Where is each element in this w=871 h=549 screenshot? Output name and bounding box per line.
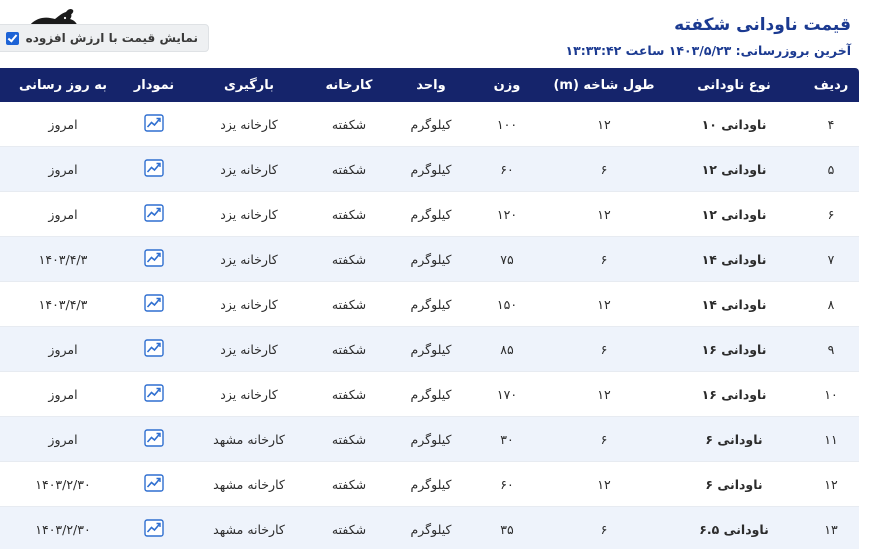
cell-loading: کارخانه مشهد: [191, 507, 307, 549]
cell-chart[interactable]: [117, 147, 191, 192]
table-row[interactable]: [0, 462, 859, 507]
th-loading[interactable]: بارگیری: [191, 68, 307, 102]
page-header: [0, 0, 871, 68]
cell-weight: ۱۵۰: [471, 282, 543, 327]
cell-loading: کارخانه یزد: [191, 282, 307, 327]
cell-updated: ۱۴۰۳/۲/۳۰: [9, 507, 117, 549]
cell-index: ۱۱: [803, 417, 859, 462]
chart-icon[interactable]: [144, 384, 164, 402]
th-updated[interactable]: به روز رسانی: [9, 68, 117, 102]
table-row[interactable]: [0, 282, 859, 327]
chart-icon[interactable]: [144, 429, 164, 447]
cell-updated: امروز: [9, 372, 117, 417]
cell-factory: شکفته: [307, 147, 391, 192]
cell-unit: کیلوگرم: [391, 192, 471, 237]
last-update-date: ۱۴۰۳/۵/۲۳: [668, 43, 732, 58]
cell-weight: ۱۰۰: [471, 102, 543, 147]
chart-icon[interactable]: [144, 339, 164, 357]
table-row[interactable]: [0, 102, 859, 147]
cell-change: [0, 192, 9, 237]
cell-loading: کارخانه مشهد: [191, 462, 307, 507]
cell-updated: ۱۴۰۳/۲/۳۰: [9, 462, 117, 507]
cell-name: ناودانی ۱۲: [665, 192, 803, 237]
chart-icon[interactable]: [144, 294, 164, 312]
table-row[interactable]: [0, 417, 859, 462]
th-change[interactable]: [0, 68, 9, 102]
cell-chart[interactable]: [117, 192, 191, 237]
cell-length: ۶: [543, 327, 665, 372]
cell-change: [0, 507, 9, 549]
cell-length: ۶: [543, 147, 665, 192]
chart-icon[interactable]: [144, 474, 164, 492]
cell-change: [0, 102, 9, 147]
cell-change: [0, 147, 9, 192]
cell-length: ۱۲: [543, 372, 665, 417]
cell-length: ۶: [543, 507, 665, 549]
cell-name: ناودانی ۱۴: [665, 282, 803, 327]
cell-chart[interactable]: [117, 507, 191, 549]
cell-updated: امروز: [9, 327, 117, 372]
cell-weight: ۳۵: [471, 507, 543, 549]
cell-unit: کیلوگرم: [391, 507, 471, 549]
cell-factory: شکفته: [307, 237, 391, 282]
cell-factory: شکفته: [307, 192, 391, 237]
table-body: [0, 102, 859, 549]
cell-index: ۷: [803, 237, 859, 282]
cell-updated: ۱۴۰۳/۴/۳: [9, 282, 117, 327]
cell-name: ناودانی ۱۶: [665, 327, 803, 372]
cell-change: [0, 327, 9, 372]
page-title: قیمت ناودانی شکفته: [674, 15, 851, 35]
th-name[interactable]: نوع ناودانی: [665, 68, 803, 102]
th-factory[interactable]: کارخانه: [307, 68, 391, 102]
cell-weight: ۱۷۰: [471, 372, 543, 417]
cell-factory: شکفته: [307, 462, 391, 507]
table-row[interactable]: [0, 372, 859, 417]
cell-weight: ۷۵: [471, 237, 543, 282]
cell-factory: شکفته: [307, 507, 391, 549]
cell-index: ۸: [803, 282, 859, 327]
cell-loading: کارخانه مشهد: [191, 417, 307, 462]
cell-factory: شکفته: [307, 327, 391, 372]
th-index[interactable]: ردیف: [803, 68, 859, 102]
cell-unit: کیلوگرم: [391, 147, 471, 192]
vat-toggle[interactable]: [0, 24, 209, 52]
cell-chart[interactable]: [117, 282, 191, 327]
table-head: [0, 68, 859, 102]
cell-updated: ۱۴۰۳/۴/۳: [9, 237, 117, 282]
chart-icon[interactable]: [144, 204, 164, 222]
cell-index: ۹: [803, 327, 859, 372]
th-weight[interactable]: وزن: [471, 68, 543, 102]
table-row[interactable]: [0, 192, 859, 237]
cell-change: [0, 417, 9, 462]
th-chart[interactable]: نمودار: [117, 68, 191, 102]
cell-weight: ۸۵: [471, 327, 543, 372]
cell-change: [0, 372, 9, 417]
cell-factory: شکفته: [307, 282, 391, 327]
cell-weight: ۶۰: [471, 462, 543, 507]
cell-chart[interactable]: [117, 462, 191, 507]
cell-chart[interactable]: [117, 417, 191, 462]
cell-updated: امروز: [9, 147, 117, 192]
cell-loading: کارخانه یزد: [191, 192, 307, 237]
vat-checkbox[interactable]: [6, 32, 19, 45]
cell-name: ناودانی ۶: [665, 417, 803, 462]
last-update-time-label: ساعت: [625, 43, 665, 58]
table-row[interactable]: [0, 327, 859, 372]
cell-weight: ۶۰: [471, 147, 543, 192]
cell-change: [0, 462, 9, 507]
cell-name: ناودانی ۶: [665, 462, 803, 507]
cell-loading: کارخانه یزد: [191, 147, 307, 192]
cell-unit: کیلوگرم: [391, 237, 471, 282]
cell-name: ناودانی ۱۰: [665, 102, 803, 147]
cell-index: ۱۲: [803, 462, 859, 507]
cell-length: ۱۲: [543, 102, 665, 147]
cell-weight: ۳۰: [471, 417, 543, 462]
cell-unit: کیلوگرم: [391, 417, 471, 462]
cell-updated: امروز: [9, 102, 117, 147]
table-header-row: [0, 68, 859, 102]
cell-index: ۶: [803, 192, 859, 237]
th-unit[interactable]: واحد: [391, 68, 471, 102]
cell-length: ۱۲: [543, 282, 665, 327]
cell-length: ۱۲: [543, 462, 665, 507]
cell-unit: کیلوگرم: [391, 102, 471, 147]
table-row[interactable]: [0, 237, 859, 282]
cell-factory: شکفته: [307, 102, 391, 147]
cell-index: ۱۳: [803, 507, 859, 549]
cell-length: ۶: [543, 417, 665, 462]
table-row[interactable]: [0, 507, 859, 549]
cell-chart[interactable]: [117, 372, 191, 417]
cell-name: ناودانی ۱۴: [665, 237, 803, 282]
cell-unit: کیلوگرم: [391, 372, 471, 417]
chart-icon[interactable]: [144, 159, 164, 177]
cell-unit: کیلوگرم: [391, 282, 471, 327]
cell-chart[interactable]: [117, 102, 191, 147]
cell-length: ۱۲: [543, 192, 665, 237]
cell-updated: امروز: [9, 192, 117, 237]
price-table: [0, 68, 859, 549]
chart-icon[interactable]: [144, 114, 164, 132]
th-length[interactable]: طول شاخه (m): [543, 68, 665, 102]
cell-name: ناودانی ۱۲: [665, 147, 803, 192]
chart-icon[interactable]: [144, 519, 164, 537]
price-table-container: [0, 68, 871, 549]
cell-name: ناودانی ۱۶: [665, 372, 803, 417]
cell-loading: کارخانه یزد: [191, 102, 307, 147]
cell-loading: کارخانه یزد: [191, 327, 307, 372]
cell-weight: ۱۲۰: [471, 192, 543, 237]
last-update-time: ۱۳:۳۳:۴۲: [565, 43, 622, 58]
cell-index: ۱۰: [803, 372, 859, 417]
cell-loading: کارخانه یزد: [191, 237, 307, 282]
last-update-label: آخرین بروزرسانی:: [735, 43, 851, 58]
cell-updated: امروز: [9, 417, 117, 462]
cell-factory: شکفته: [307, 372, 391, 417]
cell-change: [0, 237, 9, 282]
cell-length: ۶: [543, 237, 665, 282]
cell-chart[interactable]: [117, 327, 191, 372]
cell-factory: شکفته: [307, 417, 391, 462]
cell-index: ۵: [803, 147, 859, 192]
chart-icon[interactable]: [144, 249, 164, 267]
cell-name: ناودانی ۶.۵: [665, 507, 803, 549]
cell-index: ۴: [803, 102, 859, 147]
table-row[interactable]: [0, 147, 859, 192]
cell-change: [0, 282, 9, 327]
vat-toggle-label: نمایش قیمت با ارزش افزوده: [25, 31, 198, 45]
cell-loading: کارخانه یزد: [191, 372, 307, 417]
cell-unit: کیلوگرم: [391, 327, 471, 372]
cell-unit: کیلوگرم: [391, 462, 471, 507]
cell-chart[interactable]: [117, 237, 191, 282]
